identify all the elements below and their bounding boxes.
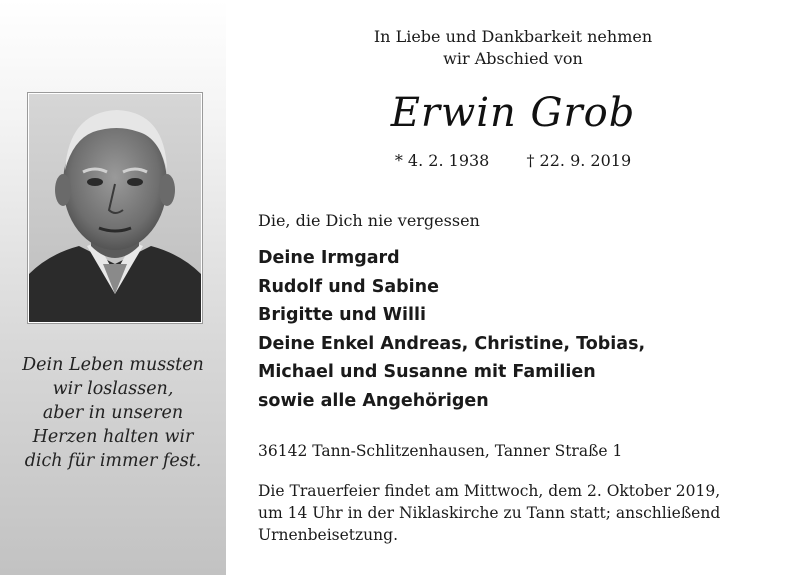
address: 36142 Tann-Schlitzenhausen, Tanner Straße 1 — [258, 442, 623, 460]
funeral-line: Urnenbeisetzung. — [258, 526, 398, 544]
mourner-line: Deine Irmgard — [258, 248, 400, 268]
intro-line: In Liebe und Dankbarkeit nehmen — [373, 27, 653, 46]
funeral-info — [258, 480, 792, 546]
quote-line: dich für immer fest. — [24, 451, 202, 471]
mourner-line: Deine Enkel Andreas, Christine, Tobias, — [258, 333, 646, 354]
mourner-line: Rudolf und Sabine — [258, 276, 439, 297]
death-date: † 22. 9. 2019 — [526, 151, 632, 170]
quote-line: Dein Leben mussten — [22, 355, 204, 375]
intro-line: wir Abschied von — [443, 49, 583, 68]
life-dates — [226, 150, 800, 172]
mourners-list — [258, 244, 645, 416]
left-panel — [0, 0, 226, 575]
birth-date: * 4. 2. 1938 — [394, 151, 490, 170]
funeral-line: um 14 Uhr in der Niklaskirche zu Tann statt; anschließend — [258, 504, 721, 522]
quote-line: Herzen halten wir — [32, 427, 194, 447]
mourner-line: sowie alle Angehörigen — [258, 390, 489, 411]
memorial-quote — [6, 353, 220, 473]
intro-text — [226, 26, 800, 70]
mourner-line: Brigitte und Willi — [258, 305, 427, 326]
deceased-name: Erwin Grob — [390, 90, 636, 136]
mourner-line: Michael und Susanne mit Familien — [258, 362, 596, 383]
quote-line: aber in unseren — [42, 403, 184, 423]
quote-line: wir loslassen, — [52, 379, 174, 399]
text-column — [226, 0, 800, 575]
portrait-photo — [28, 93, 202, 323]
portrait-image — [29, 94, 201, 322]
mourners-intro: Die, die Dich nie vergessen — [258, 211, 480, 230]
funeral-line: Die Trauerfeier findet am Mittwoch, dem 2. Oktober 2019, — [258, 482, 721, 500]
